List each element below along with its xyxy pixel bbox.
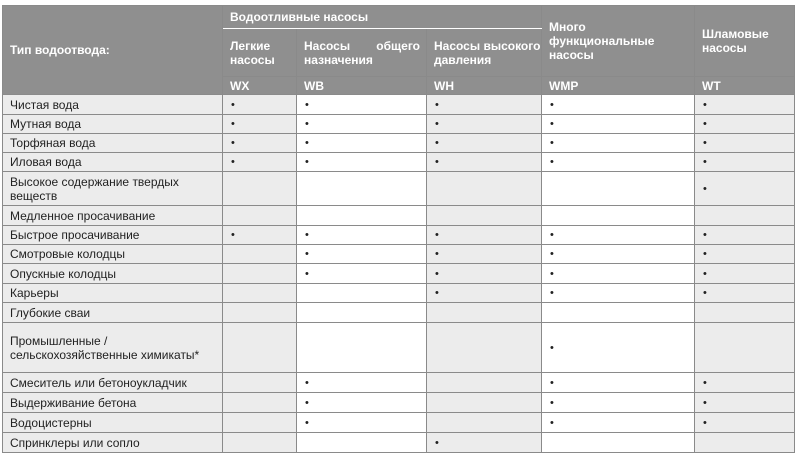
bullet-mark: • (231, 137, 235, 149)
cell-wmp (542, 206, 695, 226)
cell-wt (695, 115, 795, 134)
row-label: Промышленные / сельскохозяйственные химикаты* (3, 323, 223, 373)
cell-wh (427, 264, 542, 284)
bullet-mark: • (550, 156, 554, 168)
bullet-mark: • (703, 287, 707, 299)
cell-wmp (542, 393, 695, 413)
cell-wmp (542, 95, 695, 115)
cell-wt (695, 245, 795, 264)
cell-wt (695, 226, 795, 245)
table-row (3, 373, 795, 393)
bullet-mark: • (550, 341, 554, 354)
cell-wmp (542, 413, 695, 433)
row-label: Торфяная вода (3, 134, 223, 153)
cell-wt (695, 303, 795, 323)
cell-wh (427, 172, 542, 206)
cell-wt (695, 373, 795, 393)
pump-application-table (2, 5, 795, 453)
row-label: Мутная вода (3, 115, 223, 134)
general-pumps-label: Насосы общего назначения (304, 38, 420, 67)
cell-wt (695, 153, 795, 172)
cell-wx (223, 245, 297, 264)
cell-wx (223, 134, 297, 153)
code-wh: WH (427, 77, 542, 95)
bullet-mark: • (550, 376, 554, 389)
cell-wh (427, 134, 542, 153)
cell-wt (695, 95, 795, 115)
multi-function-pumps-header: Много функциональные насосы (542, 6, 695, 77)
cell-wmp (542, 153, 695, 172)
row-label: Иловая вода (3, 153, 223, 172)
table-row (3, 303, 795, 323)
row-label: Смотровые колодцы (3, 245, 223, 264)
bullet-mark: • (703, 248, 707, 260)
cell-wh (427, 206, 542, 226)
cell-wt (695, 264, 795, 284)
row-label: Смеситель или бетоноукладчик (3, 373, 223, 393)
bullet-mark: • (435, 118, 439, 130)
cell-wb (297, 264, 427, 284)
bullet-mark: • (550, 416, 554, 429)
code-wmp: WMP (542, 77, 695, 95)
bullet-mark: • (435, 267, 439, 280)
table-row (3, 226, 795, 245)
row-label: Карьеры (3, 284, 223, 303)
bullet-mark: • (703, 229, 707, 241)
cell-wx (223, 433, 297, 453)
bullet-mark: • (231, 156, 235, 168)
table-row (3, 95, 795, 115)
bullet-mark: • (703, 182, 707, 195)
cell-wx (223, 264, 297, 284)
row-label: Высокое содержание твердых веществ (3, 172, 223, 206)
bullet-mark: • (231, 118, 235, 130)
bullet-mark: • (231, 229, 235, 241)
general-pumps-header (297, 29, 427, 77)
cell-wmp (542, 323, 695, 373)
bullet-mark: • (305, 137, 309, 149)
bullet-mark: • (703, 267, 707, 280)
cell-wmp (542, 303, 695, 323)
bullet-mark: • (435, 98, 439, 111)
cell-wt (695, 323, 795, 373)
bullet-mark: • (305, 229, 309, 241)
bullet-mark: • (435, 436, 439, 449)
cell-wx (223, 206, 297, 226)
cell-wb (297, 172, 427, 206)
cell-wb (297, 134, 427, 153)
bullet-mark: • (550, 118, 554, 130)
cell-wb (297, 153, 427, 172)
cell-wt (695, 433, 795, 453)
cell-wx (223, 95, 297, 115)
cell-wh (427, 413, 542, 433)
bullet-mark: • (305, 248, 309, 260)
row-label: Чистая вода (3, 95, 223, 115)
table-row (3, 284, 795, 303)
cell-wh (427, 245, 542, 264)
bullet-mark: • (435, 137, 439, 149)
cell-wx (223, 115, 297, 134)
cell-wh (427, 115, 542, 134)
cell-wb (297, 413, 427, 433)
pump-application-table-wrapper (2, 5, 795, 453)
dewatering-pumps-header: Водоотливные насосы (223, 6, 542, 29)
bullet-mark: • (305, 376, 309, 389)
cell-wb (297, 284, 427, 303)
row-label: Быстрое просачивание (3, 226, 223, 245)
cell-wh (427, 393, 542, 413)
cell-wb (297, 206, 427, 226)
type-header: Тип водоотвода: (3, 6, 223, 95)
bullet-mark: • (703, 396, 707, 409)
cell-wx (223, 153, 297, 172)
row-label: Медленное просачивание (3, 206, 223, 226)
bullet-mark: • (703, 416, 707, 429)
bullet-mark: • (305, 118, 309, 130)
cell-wmp (542, 226, 695, 245)
cell-wh (427, 433, 542, 453)
bullet-mark: • (550, 267, 554, 280)
cell-wmp (542, 373, 695, 393)
cell-wmp (542, 115, 695, 134)
cell-wx (223, 413, 297, 433)
cell-wx (223, 226, 297, 245)
high-pressure-pumps-header: Насосы высокого давления (427, 29, 542, 77)
table-row (3, 323, 795, 373)
table-row (3, 433, 795, 453)
table-row (3, 115, 795, 134)
cell-wh (427, 284, 542, 303)
cell-wx (223, 373, 297, 393)
cell-wx (223, 172, 297, 206)
table-row (3, 264, 795, 284)
cell-wb (297, 303, 427, 323)
bullet-mark: • (435, 229, 439, 241)
bullet-mark: • (435, 156, 439, 168)
cell-wh (427, 373, 542, 393)
bullet-mark: • (703, 137, 707, 149)
bullet-mark: • (435, 248, 439, 260)
bullet-mark: • (305, 267, 309, 280)
bullet-mark: • (550, 248, 554, 260)
bullet-mark: • (550, 98, 554, 111)
table-row (3, 153, 795, 172)
cell-wx (223, 303, 297, 323)
row-label: Спринклеры или сопло (3, 433, 223, 453)
cell-wx (223, 284, 297, 303)
cell-wb (297, 393, 427, 413)
cell-wx (223, 393, 297, 413)
cell-wb (297, 95, 427, 115)
cell-wb (297, 115, 427, 134)
cell-wt (695, 206, 795, 226)
bullet-mark: • (703, 156, 707, 168)
cell-wmp (542, 433, 695, 453)
cell-wmp (542, 245, 695, 264)
cell-wb (297, 323, 427, 373)
row-label: Глубокие сваи (3, 303, 223, 323)
cell-wt (695, 413, 795, 433)
row-label: Выдерживание бетона (3, 393, 223, 413)
row-label: Опускные колодцы (3, 264, 223, 284)
bullet-mark: • (550, 287, 554, 299)
cell-wt (695, 393, 795, 413)
bullet-mark: • (231, 98, 235, 111)
bullet-mark: • (305, 156, 309, 168)
table-row (3, 393, 795, 413)
bullet-mark: • (435, 287, 439, 299)
bullet-mark: • (305, 98, 309, 111)
slurry-pumps-header: Шламовые насосы (695, 6, 795, 77)
bullet-mark: • (305, 416, 309, 429)
table-body (3, 95, 795, 453)
cell-wt (695, 172, 795, 206)
table-row (3, 245, 795, 264)
cell-wh (427, 153, 542, 172)
cell-wmp (542, 172, 695, 206)
cell-wt (695, 284, 795, 303)
code-wt: WT (695, 77, 795, 95)
cell-wb (297, 245, 427, 264)
bullet-mark: • (703, 98, 707, 111)
bullet-mark: • (305, 396, 309, 409)
table-row (3, 134, 795, 153)
cell-wb (297, 433, 427, 453)
cell-wh (427, 323, 542, 373)
code-wx: WX (223, 77, 297, 95)
cell-wmp (542, 284, 695, 303)
cell-wh (427, 303, 542, 323)
cell-wmp (542, 264, 695, 284)
bullet-mark: • (550, 396, 554, 409)
table-row (3, 206, 795, 226)
row-label: Водоцистерны (3, 413, 223, 433)
bullet-mark: • (703, 118, 707, 130)
light-pumps-header: Легкие насосы (223, 29, 297, 77)
cell-wh (427, 226, 542, 245)
cell-wx (223, 323, 297, 373)
code-wb: WB (297, 77, 427, 95)
bullet-mark: • (550, 137, 554, 149)
cell-wmp (542, 134, 695, 153)
table-row (3, 172, 795, 206)
cell-wt (695, 134, 795, 153)
bullet-mark: • (550, 229, 554, 241)
table-row (3, 413, 795, 433)
cell-wb (297, 373, 427, 393)
cell-wh (427, 95, 542, 115)
bullet-mark: • (703, 376, 707, 389)
cell-wb (297, 226, 427, 245)
